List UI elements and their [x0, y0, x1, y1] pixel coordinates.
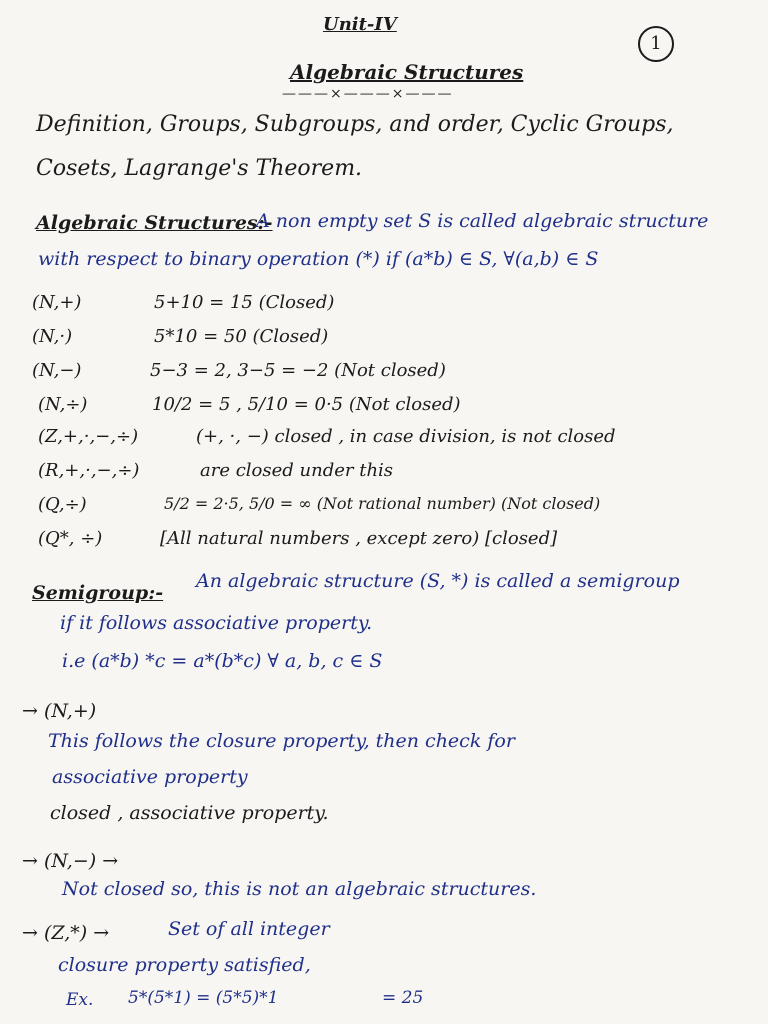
example-text: 5*10 = 50 (Closed) — [154, 326, 329, 347]
chapter-title: Algebraic Structures — [290, 60, 524, 84]
title-decoration: ———×———×——— — [282, 86, 454, 102]
example-set: (Q,÷) — [38, 494, 87, 515]
example-text: 5+10 = 15 (Closed) — [154, 292, 335, 313]
example-z-star-label-2: Set of all integer — [168, 918, 330, 940]
example-n-plus-line-2: associative property — [52, 766, 248, 788]
semigroup-def-2: if it follows associative property. — [60, 612, 373, 634]
example-text: 10/2 = 5 , 5/10 = 0·5 (Not closed) — [152, 394, 461, 415]
algebraic-def-1: A non empty set S is called algebraic structure — [256, 210, 709, 232]
example-z-star-line-1: closure property satisfied, — [58, 954, 311, 976]
semigroup-def-3: i.e (a*b) *c = a*(b*c) ∀ a, b, c ∈ S — [62, 650, 383, 672]
example-text: 5−3 = 2, 3−5 = −2 (Not closed) — [150, 360, 446, 381]
example-z-star-ex-expr: 5*(5*1) = (5*5)*1 — [128, 988, 279, 1008]
example-set: (N,÷) — [38, 394, 88, 415]
page-number: 1 — [638, 26, 674, 62]
example-set: (Q*, ÷) — [38, 528, 103, 549]
example-n-minus-label: → (N,−) → — [22, 850, 119, 872]
semigroup-def-1: An algebraic structure (S, *) is called a semigroup — [196, 570, 680, 592]
algebraic-heading: Algebraic Structures:- — [36, 212, 273, 234]
example-z-star-ex-result: = 25 — [382, 988, 424, 1008]
example-z-star-label: → (Z,*) → — [22, 922, 110, 944]
example-n-plus-line-1: This follows the closure property, then check for — [48, 730, 515, 752]
unit-title: Unit-IV — [323, 14, 397, 35]
example-text: 5/2 = 2·5, 5/0 = ∞ (Not rational number) (Not closed) — [164, 494, 601, 513]
example-set: (Z,+,·,−,÷) — [38, 426, 139, 447]
example-z-star-ex-label: Ex. — [66, 990, 94, 1010]
topics-line-2: Cosets, Lagrange's Theorem. — [36, 156, 363, 181]
topics-line-1: Definition, Groups, Subgroups, and order, Cyclic Groups, — [36, 112, 674, 137]
algebraic-def-2: with respect to binary operation (*) if (a*b) ∈ S, ∀(a,b) ∈ S — [38, 248, 599, 270]
example-text: (+, ·, −) closed , in case division, is not closed — [196, 426, 616, 447]
semigroup-heading: Semigroup:- — [32, 582, 164, 604]
example-n-plus-label: → (N,+) — [22, 700, 97, 722]
example-text: [All natural numbers , except zero) [closed] — [160, 528, 558, 549]
example-set: (R,+,·,−,÷) — [38, 460, 140, 481]
example-set: (N,+) — [32, 292, 82, 313]
example-set: (N,·) — [32, 326, 73, 347]
example-n-minus-line-1: Not closed so, this is not an algebraic structures. — [62, 878, 537, 900]
example-n-plus-line-3: closed , associative property. — [50, 802, 329, 824]
example-set: (N,−) — [32, 360, 82, 381]
example-text: are closed under this — [200, 460, 394, 481]
